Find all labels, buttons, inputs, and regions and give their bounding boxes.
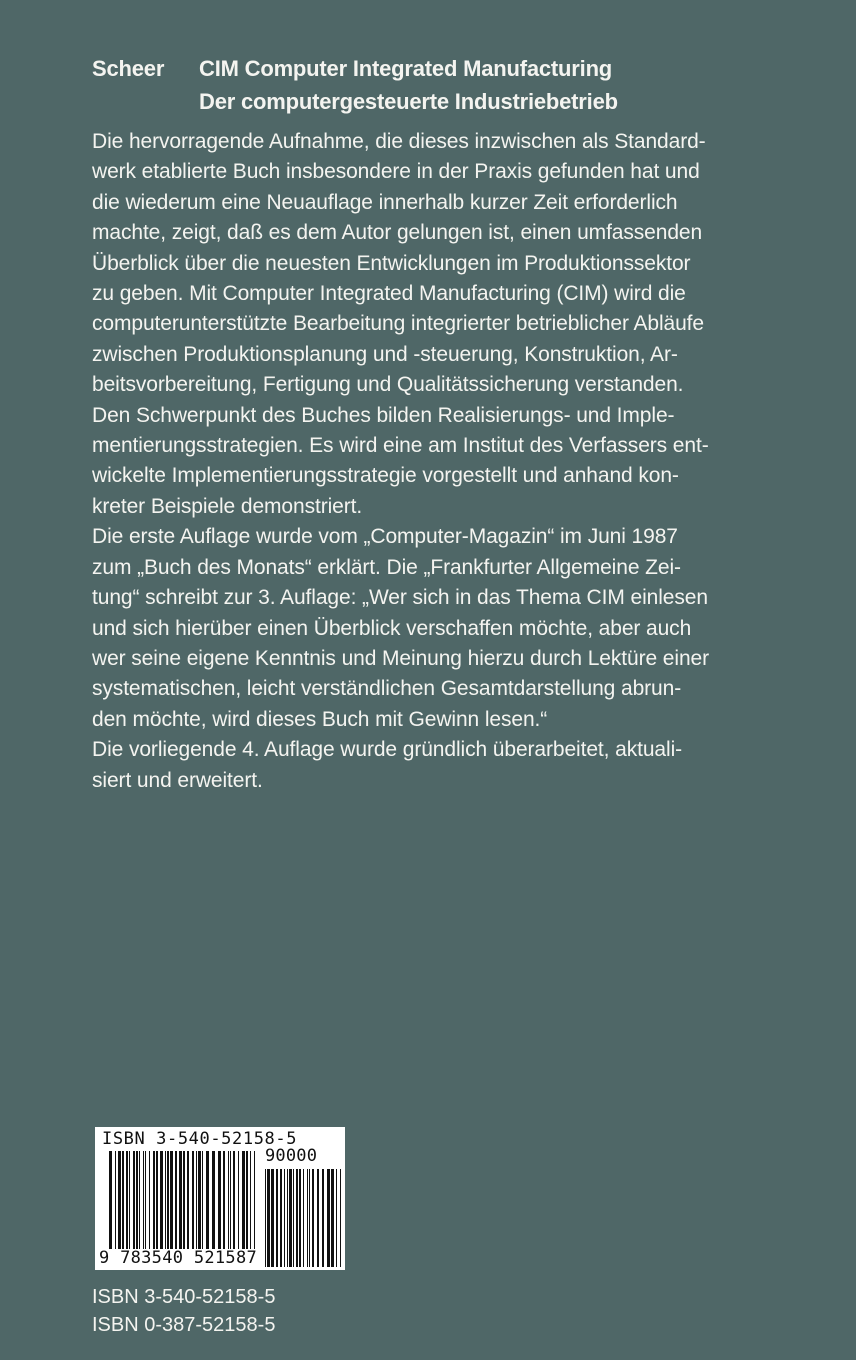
barcode-bar (198, 1151, 201, 1249)
barcode-bar (230, 1151, 231, 1249)
blurb-line: wickelte Implementierungsstrategie vorgestellt und anhand kon- (92, 464, 679, 488)
barcode-bar (287, 1169, 288, 1267)
barcode-bar (254, 1151, 255, 1249)
barcode-bar (307, 1169, 308, 1267)
blurb-line: Den Schwerpunkt des Buches bilden Realisierungs- und Imple- (92, 403, 675, 427)
blurb-line: Die hervorragende Aufnahme, die dieses inzwischen als Standard- (92, 130, 706, 153)
isbn-line: ISBN 0-387-52158-5 (92, 1314, 276, 1336)
blurb-line: tung“ schreibt zur 3. Auflage: „Wer sich in das Thema CIM einlesen (92, 586, 708, 610)
blurb-line: und sich hierüber einen Überblick verschaffen möchte, aber auch (92, 616, 692, 640)
barcode-bar (303, 1169, 304, 1267)
barcode-bar (228, 1151, 229, 1249)
barcode-bar (160, 1151, 163, 1249)
barcode-bar (212, 1151, 215, 1249)
barcode-bar (192, 1151, 194, 1249)
blurb-line: systematischen, leicht verständlichen Gesamtdarstellung abrun- (92, 677, 682, 701)
barcode-bar (299, 1169, 301, 1267)
title-block (199, 52, 618, 118)
barcode-bar (267, 1169, 270, 1267)
barcode-bar (242, 1151, 245, 1249)
barcode-isbn-label: ISBN 3-540-52158-5 (102, 1129, 298, 1149)
blurb-line: zwischen Produktionsplanung und -steuerung, Konstruktion, Ar- (92, 342, 678, 366)
barcode-bar (250, 1151, 251, 1249)
barcode-bar (218, 1151, 221, 1249)
blurb-line: zu geben. Mit Computer Integrated Manufacturing (CIM) wird die (92, 282, 686, 306)
barcode-bar (293, 1169, 294, 1267)
blurb-line: Die erste Auflage wurde vom „Computer-Magazin“ im Juni 1987 (92, 525, 678, 549)
barcode-bar (238, 1151, 239, 1249)
barcode-bar (133, 1151, 135, 1249)
barcode-bar (271, 1169, 274, 1267)
barcode-bar (206, 1151, 209, 1249)
barcode-bar (122, 1151, 124, 1249)
barcode-bar (280, 1169, 282, 1267)
isbn-barcode (95, 1127, 345, 1270)
barcode-bar (340, 1169, 341, 1267)
blurb-line: computerunterstützte Bearbeitung integrierter betrieblicher Abläufe (92, 312, 704, 336)
barcode-bar (129, 1151, 130, 1249)
blurb-line: beitsvorbereitung, Fertigung und Qualitätssicherung verstanden. (92, 373, 684, 397)
barcode-bar (317, 1169, 319, 1267)
barcode-bar (223, 1151, 225, 1249)
barcode-bar (145, 1151, 146, 1249)
isbn-line: ISBN 3-540-52158-5 (92, 1286, 276, 1308)
barcode-bar (246, 1151, 248, 1249)
barcode-bar (126, 1151, 128, 1249)
barcode-bar (175, 1151, 177, 1249)
barcode-bar (167, 1151, 169, 1249)
barcode-bar (153, 1151, 155, 1249)
isbn-list (92, 1283, 275, 1339)
book-subtitle: Der computergesteuerte Industriebetrieb (199, 89, 618, 114)
barcode-bar (179, 1151, 182, 1249)
author-name: Scheer (92, 56, 165, 81)
barcode-bar (331, 1169, 334, 1267)
barcode-bar (296, 1169, 298, 1267)
barcode-bar (187, 1151, 189, 1249)
blurb-line: machte, zeigt, daß es dem Autor gelungen ist, einen umfassenden (92, 221, 703, 245)
barcode-bar (156, 1151, 158, 1249)
barcode-bar (336, 1169, 337, 1267)
barcode-bar (327, 1169, 330, 1267)
barcode-bar (284, 1169, 285, 1267)
barcode-bar (115, 1151, 116, 1249)
barcode-bar (233, 1151, 235, 1249)
barcode-bar (202, 1151, 203, 1249)
barcode-bar (309, 1169, 310, 1267)
barcode-bar (289, 1169, 292, 1267)
barcode-bar (143, 1151, 144, 1249)
blurb-line: Die vorliegende 4. Auflage wurde gründlich überarbeitet, aktuali- (92, 738, 683, 762)
barcode-bar (322, 1169, 324, 1267)
blurb-line: wer seine eigene Kenntnis und Meinung hierzu durch Lektüre einer (92, 646, 709, 670)
blurb-line: Überblick über die neuesten Entwicklungen im Produktionssektor (92, 251, 691, 275)
blurb-line: siert und erweitert. (92, 768, 263, 792)
blurb-line: mentierungsstrategien. Es wird eine am Institut des Verfassers ent- (92, 434, 709, 458)
barcode-bar (265, 1169, 266, 1267)
barcode-ean-digits: 9 783540 521587 (99, 1248, 258, 1268)
blurb-line: werk etablierte Buch insbesondere in der Praxis gefunden hat und (92, 160, 700, 184)
book-title: CIM Computer Integrated Manufacturing (199, 56, 613, 81)
blurb-line: die wiederum eine Neuauflage innerhalb kurzer Zeit erforderlich (92, 190, 678, 214)
barcode-bar (165, 1151, 166, 1249)
barcode-bar (170, 1151, 173, 1249)
barcode-bar (196, 1151, 197, 1249)
barcode-bar (276, 1169, 278, 1267)
barcode-bar (149, 1151, 150, 1249)
barcode-bar (312, 1169, 314, 1267)
blurb-line: zum „Buch des Monats“ erklärt. Die „Frankfurter Allgemeine Zei- (92, 555, 681, 579)
barcode-bar (139, 1151, 140, 1249)
blurb-line: kreter Beispiele demonstriert. (92, 494, 363, 518)
barcode-bar (136, 1151, 138, 1249)
blurb-line: den möchte, wird dieses Buch mit Gewinn lesen.“ (92, 707, 548, 731)
barcode-addon-digits: 90000 (265, 1146, 318, 1166)
barcode-bar (109, 1151, 112, 1249)
barcode-bar (118, 1151, 121, 1249)
barcode-bar (183, 1151, 185, 1249)
blurb-text (92, 127, 792, 796)
